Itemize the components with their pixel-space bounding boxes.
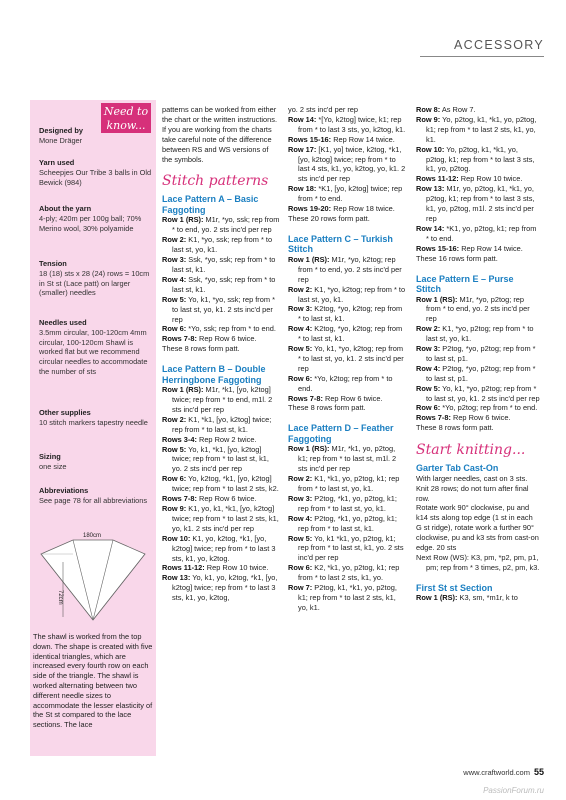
width-label: 180cm xyxy=(83,533,102,539)
pattern-row: Row 6: *Yo, k2tog; rep from * to end. xyxy=(288,373,393,393)
pattern-row: Next Row (WS): K3, pm, *p2, pm, p1, pm; rep from * 3 times, p2, pm, k3. xyxy=(416,552,540,572)
pattern-row: Row 18: *K1, [yo, k2tog] twice; rep from * to end. xyxy=(288,184,403,204)
pattern-row: Rows 3-4: Rep Row 2 twice. xyxy=(162,434,257,444)
pattern-row: yo. 2 sts inc'd per rep xyxy=(288,105,359,114)
yarn-value: Scheepjes Our Tribe 3 balls in Old Bewick (984) xyxy=(39,167,152,187)
tension-value: 18 (18) sts x 28 (24) rows = 10cm in St st (Lace patt) on larger (smaller) needles xyxy=(39,268,150,298)
section-label: ACCESSORY xyxy=(454,38,544,52)
pattern-row: Row 4: K2tog, *yo, k2tog; rep from * to last st, k1. xyxy=(288,324,403,344)
need-to-know-tab: Need to know... xyxy=(101,103,151,133)
pattern-row: Rows 15-16: Rep Row 14 twice. xyxy=(288,134,395,144)
supplies-value: 10 stitch markers tapestry needle xyxy=(39,417,148,427)
pattern-row: Rows 11-12: Rep Row 10 twice. xyxy=(162,563,269,573)
pattern-row: Row 2: K1, *yo, p2tog; rep from * to last st, yo, k1. xyxy=(416,324,534,344)
sizing-block xyxy=(39,452,153,472)
pattern-row: Row 14: *[Yo, k2tog] twice, k1; rep from * to last 3 sts, yo, k2tog, k1. xyxy=(288,114,406,134)
watermark: PassionForum.ru xyxy=(483,786,544,795)
about-heading: About the yarn xyxy=(39,204,92,213)
website-text: www.craftworld.com xyxy=(463,768,530,777)
pattern-row: Rows 7-8: Rep Row 6 twice. xyxy=(162,494,257,504)
pattern-row: Rows 7-8: Rep Row 6 twice. xyxy=(162,334,257,344)
header-rule xyxy=(420,56,544,57)
pattern-row: Row 5: Yo, k1, *yo, p2tog; rep from * to last st, yo, k1. 2 sts inc'd per rep xyxy=(416,383,540,403)
needles-block xyxy=(39,318,153,377)
about-value: 4-ply; 420m per 100g ball; 70% Merino wool, 30% polyamide xyxy=(39,213,142,233)
lace-pattern-e-heading: Lace Pattern E – Purse Stitch xyxy=(416,273,514,294)
yarn-heading: Yarn used xyxy=(39,158,75,167)
pattern-row: Row 1 (RS): M1r, *yo, k2tog; rep from * to end, yo. 2 sts inc'd per rep xyxy=(288,254,402,284)
first-st-st-heading: First St st Section xyxy=(416,582,493,593)
yarn-block xyxy=(39,158,153,187)
abbreviations-value: See page 78 for all abbreviations xyxy=(39,495,148,505)
instruction-paragraph: With larger needles, cast on 3 sts. xyxy=(416,473,528,483)
pattern-row: Row 6: *Yo, p2tog; rep from * to end. xyxy=(416,403,538,413)
instruction-paragraph: Rotate work 90° clockwise, pu and k14 sts along top edge (1 st in each G st ridge), rotate work a further 90° clockwise, pu and k3 sts from cast-on edge. 20 sts xyxy=(416,503,539,553)
pattern-row: Row 3: K2tog, *yo, k2tog; rep from * to last st, k1. xyxy=(288,304,403,324)
instruction-paragraph: Knit 28 rows; do not turn after final row. xyxy=(416,483,529,503)
sizing-value: one size xyxy=(39,461,67,471)
pattern-row: Rows 11-12: Rep Row 10 twice. xyxy=(416,174,523,184)
pattern-row: Row 5: Yo, k1 *k1, yo, p2tog, k1; rep from * to last st, k1, yo. 2 sts inc'd per rep xyxy=(288,533,404,563)
about-block xyxy=(39,204,153,233)
tension-block xyxy=(39,259,153,298)
pattern-row: Row 17: [K1, yo] twice, k2tog, *k1, [yo, k2tog] twice; rep from * to last 4 sts, k1, yo, k2tog, yo, k1. 2 sts inc'd per rep xyxy=(288,144,406,184)
stitch-patterns-heading: Stitch patterns xyxy=(162,173,269,190)
pattern-row: Rows 19-20: Rep Row 18 twice. xyxy=(288,204,395,214)
pattern-row: Row 3: P2tog, *k1, yo, p2tog, k1; rep from * to last st, yo, k1. xyxy=(288,493,397,513)
lace-pattern-d-heading: Lace Pattern D – Feather Faggoting xyxy=(288,423,394,444)
lace-pattern-b-heading: Lace Pattern B – Double Herringbone Faggoting xyxy=(162,364,266,385)
supplies-block xyxy=(39,408,153,428)
pattern-row: Row 13: M1r, yo, p2tog, k1, *k1, yo, p2tog, k1; rep from * to last 3 sts, k1, yo, p2tog, m1l. 2 sts inc'd per rep xyxy=(416,184,535,223)
pattern-row: Row 6: *Yo, ssk; rep from * to end. xyxy=(162,324,276,334)
depth-label: 72cm xyxy=(57,590,63,605)
pattern-row: Rows 7-8: Rep Row 6 twice. xyxy=(416,413,511,423)
shawl-schematic-diagram xyxy=(33,532,153,622)
column-1 xyxy=(162,105,280,603)
pattern-row: Row 8: As Row 7. xyxy=(416,105,476,114)
abbreviations-heading: Abbreviations xyxy=(39,486,89,495)
lace-pattern-c-heading: Lace Pattern C – Turkish Stitch xyxy=(288,233,393,255)
pattern-row: Row 2: K1, *k1, yo, p2tog, k1; rep from * to last st, yo, k1. xyxy=(288,474,400,493)
pattern-row: Row 5: Yo, k1, *yo, k2tog; rep from * to last st, yo, k1. 2 sts inc'd per rep xyxy=(288,344,404,373)
abbreviations-block xyxy=(39,486,153,506)
pattern-row: Row 5: Yo, k1, *k1, [yo, k2tog] twice; rep from * to last st, k1, yo. 2 sts inc'd per rep xyxy=(162,444,269,474)
pattern-row: Row 4: P2tog, *k1, yo, p2tog, k1; rep from * to last st, k1. xyxy=(288,513,397,533)
designer-heading: Designed by xyxy=(39,126,83,135)
pattern-row: Row 10: K1, yo, k2tog, *k1, [yo, k2tog] twice; rep from * to last 3 sts, k1, yo, k2tog. xyxy=(162,533,276,563)
pattern-row: Row 1 (RS): M1r, *yo, ssk; rep from * to end, yo. 2 sts inc'd per rep xyxy=(162,215,280,235)
intro-text: The shawl is worked from the top down. The shape is created with five identical triangles, which are increased every fourth row on each side of the triangle. The shawl is worked alternating between two different needle sizes to accommodate the lesser elasticity of the St st compared to the lace sections. The lace xyxy=(33,632,153,730)
designer-block xyxy=(39,126,153,146)
pattern-row: Row 7: P2tog, k1, *k1, yo, p2tog, k1; rep from * to last 2 sts, k1, yo, k1. xyxy=(288,583,397,612)
sizing-heading: Sizing xyxy=(39,452,61,461)
lead-paragraph: patterns can be worked from either the chart or the written instructions. If you are working from the charts take careful note of the difference between RS and WS versions of the symbols. xyxy=(162,105,278,164)
tension-heading: Tension xyxy=(39,259,67,268)
pattern-row: Row 6: Yo, k2tog, *k1, [yo, k2tog] twice; rep from * to last 2 sts, k2. xyxy=(162,474,279,494)
pattern-row: These 8 rows form patt. xyxy=(288,403,366,413)
pattern-row: Row 1 (RS): M1r, *k1, yo, p2tog, k1; rep from * to last st, m1l. 2 sts inc'd per rep xyxy=(288,444,397,474)
pattern-row: Row 6: K2, *k1, yo, p2tog, k1; rep from * to last 2 sts, k1, yo. xyxy=(288,563,400,583)
lace-pattern-a-heading: Lace Pattern A – Basic Faggoting xyxy=(162,194,259,215)
pattern-row: Row 2: K1, *k1, [yo, k2tog] twice; rep from * to last st, k1. xyxy=(162,414,272,434)
pattern-row: Row 4: P2tog, *yo, p2tog; rep from * to last st, p1. xyxy=(416,363,536,383)
pattern-row: Row 1 (RS): M1r, *yo, p2tog; rep from * to end, yo. 2 sts inc'd per rep xyxy=(416,294,530,324)
page-number: 55 xyxy=(533,767,544,777)
column-2 xyxy=(288,105,406,613)
pattern-row: These 20 rows form patt. xyxy=(288,213,370,223)
pattern-row: Row 5: Yo, k1, *yo, ssk; rep from * to last st, yo, k1. 2 sts inc'd per rep xyxy=(162,294,275,324)
pattern-row: Row 3: Ssk, *yo, ssk; rep from * to last st, k1. xyxy=(162,255,276,274)
pattern-row: Row 9: Yo, p2tog, k1, *k1, yo, p2tog, k1; rep from * to last 2 sts, k1, yo, k1. xyxy=(416,114,537,144)
pattern-row: Row 2: K1, *yo, k2tog; rep from * to last st, yo, k1. xyxy=(288,284,406,304)
garter-tab-heading: Garter Tab Cast-On xyxy=(416,463,499,474)
pattern-row: Rows 15-16: Rep Row 14 twice. xyxy=(416,243,523,253)
supplies-heading: Other supplies xyxy=(39,408,91,417)
pattern-row: Rows 7-8: Rep Row 6 twice. xyxy=(288,393,383,403)
pattern-row: Row 1 (RS): M1r, *k1, [yo, k2tog] twice; rep from * to end, m1l. 2 sts inc'd per rep xyxy=(162,385,273,414)
pattern-row: Row 2: K1, *yo, ssk; rep from * to last st, yo, k1. xyxy=(162,235,273,255)
column-3 xyxy=(416,105,540,603)
needles-heading: Needles used xyxy=(39,318,87,327)
footer xyxy=(463,767,544,777)
pattern-row: Row 9: K1, yo, k1, *k1, [yo, k2tog] twice; rep from * to last 2 sts, k1, yo, k1. 2 sts inc'd per rep xyxy=(162,504,279,533)
pattern-row: Row 10: Yo, p2tog, k1, *k1, yo, p2tog, k1; rep from * to last 3 sts, k1, yo, p2tog. xyxy=(416,144,535,174)
pattern-row: Row 4: Ssk, *yo, ssk; rep from * to last st, k1. xyxy=(162,274,276,294)
designer-value: Mone Dräger xyxy=(39,135,83,145)
pattern-row: Row 13: Yo, k1, yo, k2tog, *k1, [yo, k2tog] twice; rep from * to last 3 sts, k1, yo, k2tog, xyxy=(162,573,278,603)
needles-value: 3.5mm circular, 100-120cm 4mm circular, 100-120cm Shawl is worked flat but we recommend circular needles to accommodate the number of sts xyxy=(39,327,148,376)
pattern-row: Row 14: *K1, yo, p2tog, k1; rep from * to end. xyxy=(416,223,537,243)
pattern-row: These 8 rows form patt. xyxy=(162,344,240,354)
pattern-row: These 16 rows form patt. xyxy=(416,253,498,263)
pattern-row: Row 1 (RS): K3, sm, *m1r, k to xyxy=(416,593,518,603)
start-knitting-heading: Start knitting... xyxy=(416,442,526,459)
pattern-row: These 8 rows form patt. xyxy=(416,423,494,433)
pattern-row: Row 3: P2tog, *yo, p2tog; rep from * to last st, p1. xyxy=(416,344,536,363)
